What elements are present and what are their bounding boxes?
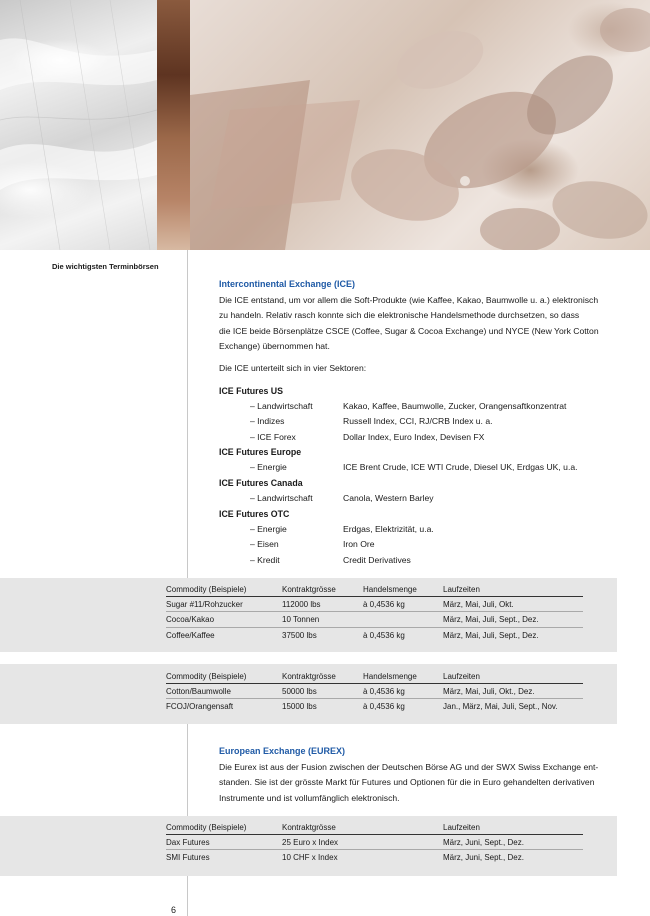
column-header: Kontraktgrösse: [282, 672, 336, 681]
commodity-table-eurex: [166, 820, 583, 866]
table-cell: Sugar #11/Rohzucker: [166, 600, 243, 609]
ice-intro: Die ICE unterteilt sich in vier Sektoren:: [219, 363, 367, 373]
column-header: Laufzeiten: [443, 823, 480, 832]
table-cell: 112000 lbs: [282, 600, 321, 609]
section-label: Die wichtigsten Terminbörsen: [52, 262, 159, 271]
table-cell: März, Mai, Juli, Okt., Dez.: [443, 687, 535, 696]
sector-item-label: – Landwirtschaft: [250, 401, 313, 411]
sector-title: ICE Futures OTC: [219, 509, 290, 519]
paragraph-line: standen. Sie ist der grösste Markt für Futures und Optionen für die in Euro gehandelten derivativen: [219, 777, 595, 787]
table-row: [166, 699, 583, 714]
eurex-paragraph: [219, 760, 619, 807]
column-header: Commodity (Beispiele): [166, 672, 247, 681]
page-number: 6: [171, 905, 177, 915]
column-header: Kontraktgrösse: [282, 585, 336, 594]
table-cell: März, Mai, Juli, Sept., Dez.: [443, 630, 539, 640]
paragraph-line: Die Eurex ist aus der Fusion zwischen der Deutschen Börse AG und der SWX Swiss Exchange ent-: [219, 761, 599, 772]
paragraph-line: Exchange) übernommen hat.: [219, 341, 330, 351]
cocoa-beans-image: [190, 0, 650, 250]
paragraph-line: die ICE beide Börsenplätze CSCE (Coffee, Sugar & Cocoa Exchange) und NYCE (New York Cotton: [219, 325, 599, 336]
ice-paragraph: [219, 293, 619, 355]
table-cell: Coffee/Kaffee: [166, 630, 215, 640]
column-header: Commodity (Beispiele): [166, 585, 247, 594]
paragraph-line: Die ICE entstand, um vor allem die Soft-Produkte (wie Kaffee, Kakao, Baumwolle u. a.) elektronisch: [219, 294, 599, 305]
paragraph-line: zu handeln. Relativ rasch konnte sich die elektronische Handelsmethode durchsetzen, so dass: [219, 310, 580, 320]
sector-item-value: Credit Derivatives: [343, 555, 411, 565]
table-row: [166, 597, 583, 612]
table-row: [166, 628, 583, 643]
sector-item-value: Iron Ore: [343, 539, 375, 549]
table-cell: Dax Futures: [166, 838, 210, 847]
table-cell: Cocoa/Kakao: [166, 615, 215, 625]
table-cell: 10 Tonnen: [282, 615, 320, 625]
header-image-banner: [0, 0, 650, 250]
table-cell: 15000 lbs: [282, 702, 317, 712]
table-cell: März, Mai, Juli, Sept., Dez.: [443, 615, 539, 625]
table-cell: à 0,4536 kg: [363, 630, 405, 640]
table-cell: März, Juni, Sept., Dez.: [443, 853, 524, 863]
table-header: [166, 582, 583, 597]
table-cell: Cotton/Baumwolle: [166, 687, 231, 696]
table-cell: 25 Euro x Index: [282, 838, 339, 847]
table-cell: SMI Futures: [166, 853, 210, 863]
column-divider: [187, 876, 188, 916]
sector-title: ICE Futures Canada: [219, 478, 303, 488]
paragraph-line: Instrumente und ist vollumfänglich elektronisch.: [219, 792, 400, 803]
sector-item-label: – Landwirtschaft: [250, 493, 313, 503]
ice-section: [219, 277, 619, 355]
table-cell: FCOJ/Orangensaft: [166, 702, 234, 712]
table-cell: à 0,4536 kg: [363, 600, 405, 609]
table-cell: à 0,4536 kg: [363, 687, 405, 696]
table-cell: Jan., März, Mai, Juli, Sept., Nov.: [443, 702, 558, 712]
sector-item-label: – Kredit: [250, 555, 280, 565]
chocolate-image: [157, 0, 190, 250]
sector-item-label: – Eisen: [250, 539, 279, 549]
sector-title: ICE Futures US: [219, 386, 284, 396]
table-cell: März, Juni, Sept., Dez.: [443, 838, 524, 847]
sector-item-value: Dollar Index, Euro Index, Devisen FX: [343, 432, 485, 442]
sector-item-label: – ICE Forex: [250, 432, 296, 442]
commodity-table-ice-2: [166, 669, 583, 715]
table-row: [166, 850, 583, 865]
sector-item-label: – Energie: [250, 462, 287, 472]
column-header: Laufzeiten: [443, 585, 480, 594]
column-header: Handelsmenge: [363, 672, 417, 681]
sector-item-value: Canola, Western Barley: [343, 493, 434, 503]
table-row: [166, 835, 583, 850]
column-divider: [187, 724, 188, 816]
table-cell: à 0,4536 kg: [363, 702, 405, 712]
table-cell: 10 CHF x Index: [282, 853, 338, 863]
column-header: Handelsmenge: [363, 585, 417, 594]
column-header: Commodity (Beispiele): [166, 823, 247, 832]
table-row: [166, 684, 583, 699]
sector-item-label: – Indizes: [250, 416, 285, 426]
table-cell: März, Mai, Juli, Okt.: [443, 600, 514, 609]
sector-item-value: ICE Brent Crude, ICE WTI Crude, Diesel UK, Erdgas UK, u.a.: [343, 462, 578, 472]
column-header: Laufzeiten: [443, 672, 480, 681]
commodity-table-ice-1: [166, 582, 583, 643]
table-header: [166, 669, 583, 684]
table-header: [166, 820, 583, 835]
sector-item-value: Russell Index, CCI, RJ/CRB Index u. a.: [343, 416, 493, 426]
table-cell: 37500 lbs: [282, 630, 317, 640]
table-cell: 50000 lbs: [282, 687, 317, 696]
sector-item-value: Kakao, Kaffee, Baumwolle, Zucker, Orangensaftkonzentrat: [343, 401, 567, 411]
column-divider: [187, 250, 188, 578]
ice-heading: Intercontinental Exchange (ICE): [219, 279, 356, 289]
sector-item-label: – Energie: [250, 524, 287, 534]
column-header: Kontraktgrösse: [282, 823, 336, 832]
eurex-heading: European Exchange (EUREX): [219, 746, 346, 756]
sugar-image: [0, 0, 157, 250]
sector-title: ICE Futures Europe: [219, 447, 302, 457]
sector-item-value: Erdgas, Elektrizität, u.a.: [343, 524, 434, 534]
table-row: [166, 612, 583, 627]
eurex-section: [219, 744, 619, 806]
